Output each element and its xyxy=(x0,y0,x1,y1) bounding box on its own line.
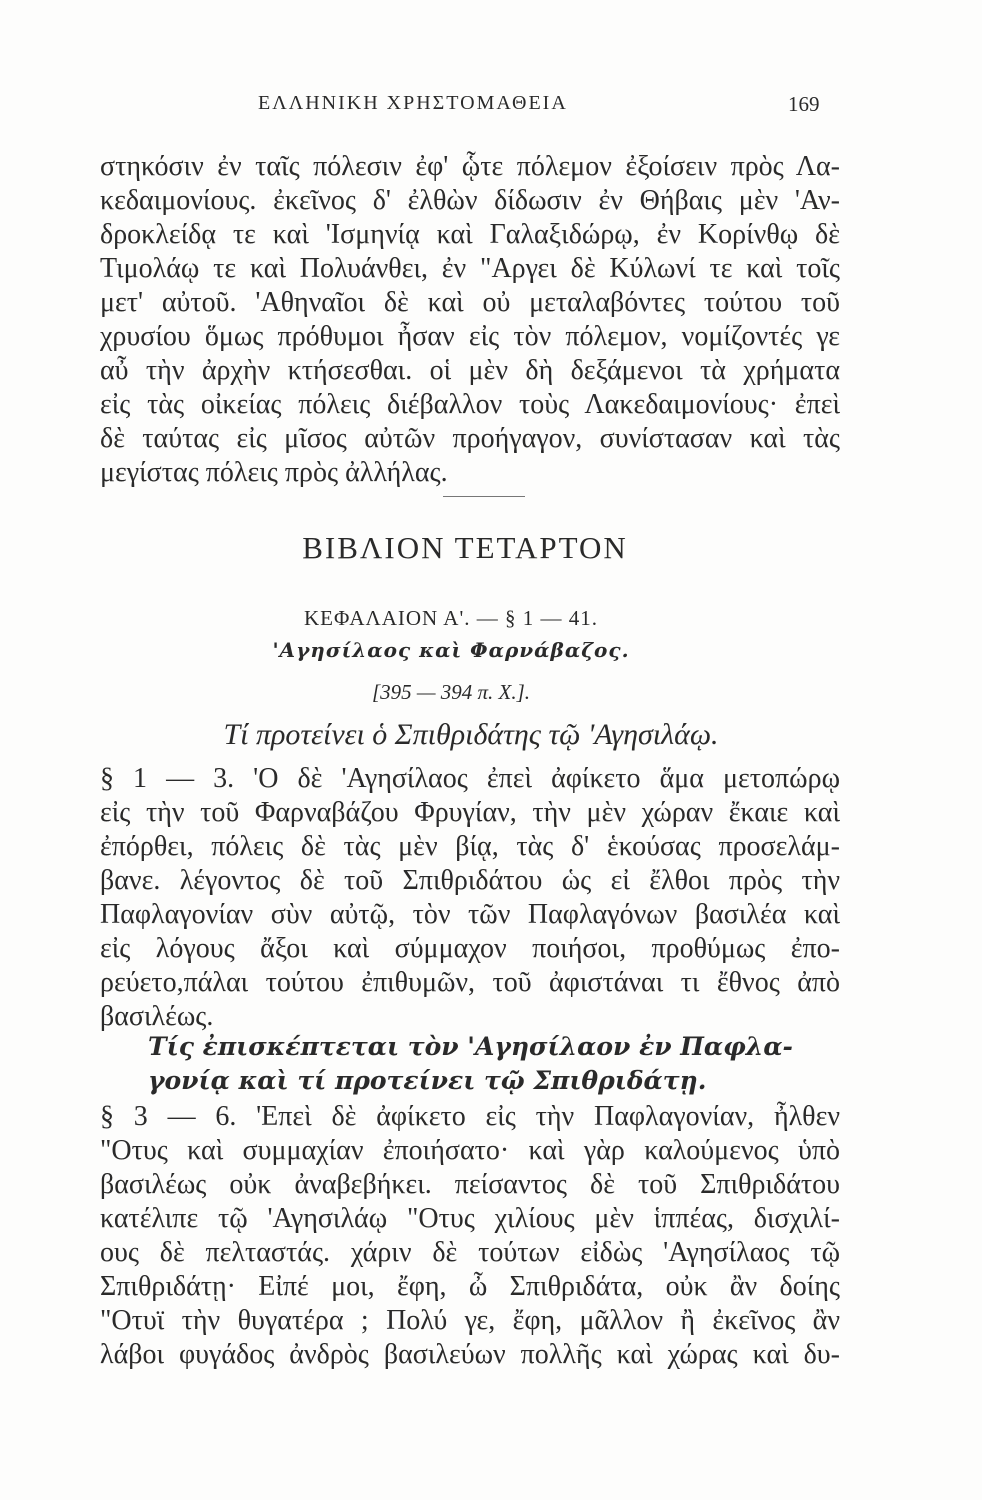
section-divider xyxy=(443,496,525,497)
text-line: ους δὲ πελταστάς. χάριν δὲ τούτων εἰδὼς 'Αγησίλαος τῷ xyxy=(100,1237,840,1268)
text-line: § 3 — 6. 'Επεὶ δὲ ἀφίκετο εἰς τὴν Παφλαγονίαν, ἦλθεν xyxy=(100,1101,840,1132)
chapter-subtitle: 'Αγησίλαος καὶ Φαρνάβαζος. xyxy=(272,638,630,662)
section-heading-2 xyxy=(148,1030,793,1098)
page-number: 169 xyxy=(788,92,820,116)
paragraph-1 xyxy=(100,150,840,490)
chapter-heading: ΚΕΦΑΛΑΙΟΝ Α'. — § 1 — 41. xyxy=(303,606,598,630)
text-line: δροκλείδᾳ τε καὶ 'Ισμηνίᾳ καὶ Γαλαξιδώρῳ, ἐν Κορίνθῳ δὲ xyxy=(100,219,840,250)
text-line: κεδαιμονίους. ἐκεῖνος δ' ἐλθὼν δίδωσιν ἐν Θήβαις μὲν 'Αν- xyxy=(100,185,840,216)
book-title: ΒΙΒΛΙΟΝ ΤΕΤΑΡΤΟΝ xyxy=(302,530,628,565)
text-line: εἰς λόγους ἄξοι καὶ σύμμαχον ποιήσοι, προθύμως ἐπο- xyxy=(100,933,840,964)
text-line: βανε. λέγοντος δὲ τοῦ Σπιθριδάτου ὡς εἰ ἔλθοι πρὸς τὴν xyxy=(100,865,840,896)
text-line: κατέλιπε τῷ 'Αγησιλάῳ "Οτυς χιλίους μὲν ἱππέας, δισχιλί- xyxy=(100,1203,840,1234)
text-line: βασιλέως οὐκ ἀναβεβήκει. πείσαντος δὲ τοῦ Σπιθριδάτου xyxy=(100,1169,840,1200)
text-line: λάβοι φυγάδος ἀνδρὸς βασιλεύων πολλῆς καὶ χώρας καὶ δυ- xyxy=(100,1339,840,1370)
date-range: [395 — 394 π. Χ.]. xyxy=(371,680,531,704)
text-line: "Οτυς καὶ συμμαχίαν ἐποιήσατο· καὶ γὰρ καλούμενος ὑπὸ xyxy=(100,1135,840,1166)
text-line: ἐπόρθει, πόλεις δὲ τὰς μὲν βίᾳ, τὰς δ' ἑκούσας προσελάμ- xyxy=(100,831,840,862)
text-line: μεγίστας πόλεις πρὸς ἀλλήλας. xyxy=(100,457,448,488)
text-line: "Οτυϊ τὴν θυγατέρα ; Πολύ γε, ἔφη, μᾶλλον ἢ ἐκεῖνος ἂν xyxy=(100,1305,840,1336)
heading-line: γονίᾳ καὶ τί προτείνει τῷ Σπιθριδάτῃ. xyxy=(148,1066,707,1095)
text-line: εἰς τὰς οἰκείας πόλεις διέβαλλον τοὺς Λακεδαιμονίους· ἐπεὶ xyxy=(100,389,840,420)
paragraph-2 xyxy=(100,762,840,1034)
heading-line: Τίς ἐπισκέπτεται τὸν 'Αγησίλαον ἐν Παφλα- xyxy=(148,1032,793,1061)
text-line: βασιλέως. xyxy=(100,1001,214,1032)
text-line: δὲ ταύτας εἰς μῖσος αὐτῶν προήγαγον, συνίστασαν καὶ τὰς xyxy=(100,423,840,454)
text-line: χρυσίου ὅμως πρόθυμοι ἦσαν εἰς τὸν πόλεμον, νομίζοντές γε xyxy=(100,321,840,352)
running-title: ΕΛΛΗΝΙΚΗ ΧΡΗΣΤΟΜΑΘΕΙΑ xyxy=(258,92,568,114)
text-line: αὖ τὴν ἀρχὴν κτήσεσθαι. οἱ μὲν δὴ δεξάμενοι τὰ χρήματα xyxy=(100,355,840,386)
running-head xyxy=(258,92,858,122)
text-line: στηκόσιν ἐν ταῖς πόλεσιν ἐφ' ᾧτε πόλεμον ἐξοίσειν πρὸς Λα- xyxy=(100,151,840,182)
text-line: εἰς τὴν τοῦ Φαρναβάζου Φρυγίαν, τὴν μὲν χώραν ἔκαιε καὶ xyxy=(100,797,840,828)
section-heading-1: Τί προτείνει ὁ Σπιθριδάτης τῷ 'Αγησιλάῳ. xyxy=(223,718,719,751)
paragraph-3 xyxy=(100,1100,840,1372)
text-line: § 1 — 3. 'Ο δὲ 'Αγησίλαος ἐπεὶ ἀφίκετο ἅμα μετοπώρῳ xyxy=(100,763,840,794)
text-line: Τιμολάῳ τε καὶ Πολυάνθει, ἐν "Αργει δὲ Κύλωνί τε καὶ τοῖς xyxy=(100,253,840,284)
text-line: Παφλαγονίαν σὺν αὐτῷ, τὸν τῶν Παφλαγόνων βασιλέα καὶ xyxy=(100,899,840,930)
text-line: ρεύετο,πάλαι τούτου ἐπιθυμῶν, τοῦ ἀφιστάναι τι ἔθνος ἀπὸ xyxy=(100,967,840,998)
text-line: Σπιθριδάτῃ· Εἰπέ μοι, ἔφη, ὦ Σπιθριδάτα, οὐκ ἂν δοίης xyxy=(100,1271,840,1302)
text-line: μετ' αὐτοῦ. 'Αθηναῖοι δὲ καὶ οὐ μεταλαβόντες τούτου τοῦ xyxy=(100,287,840,318)
